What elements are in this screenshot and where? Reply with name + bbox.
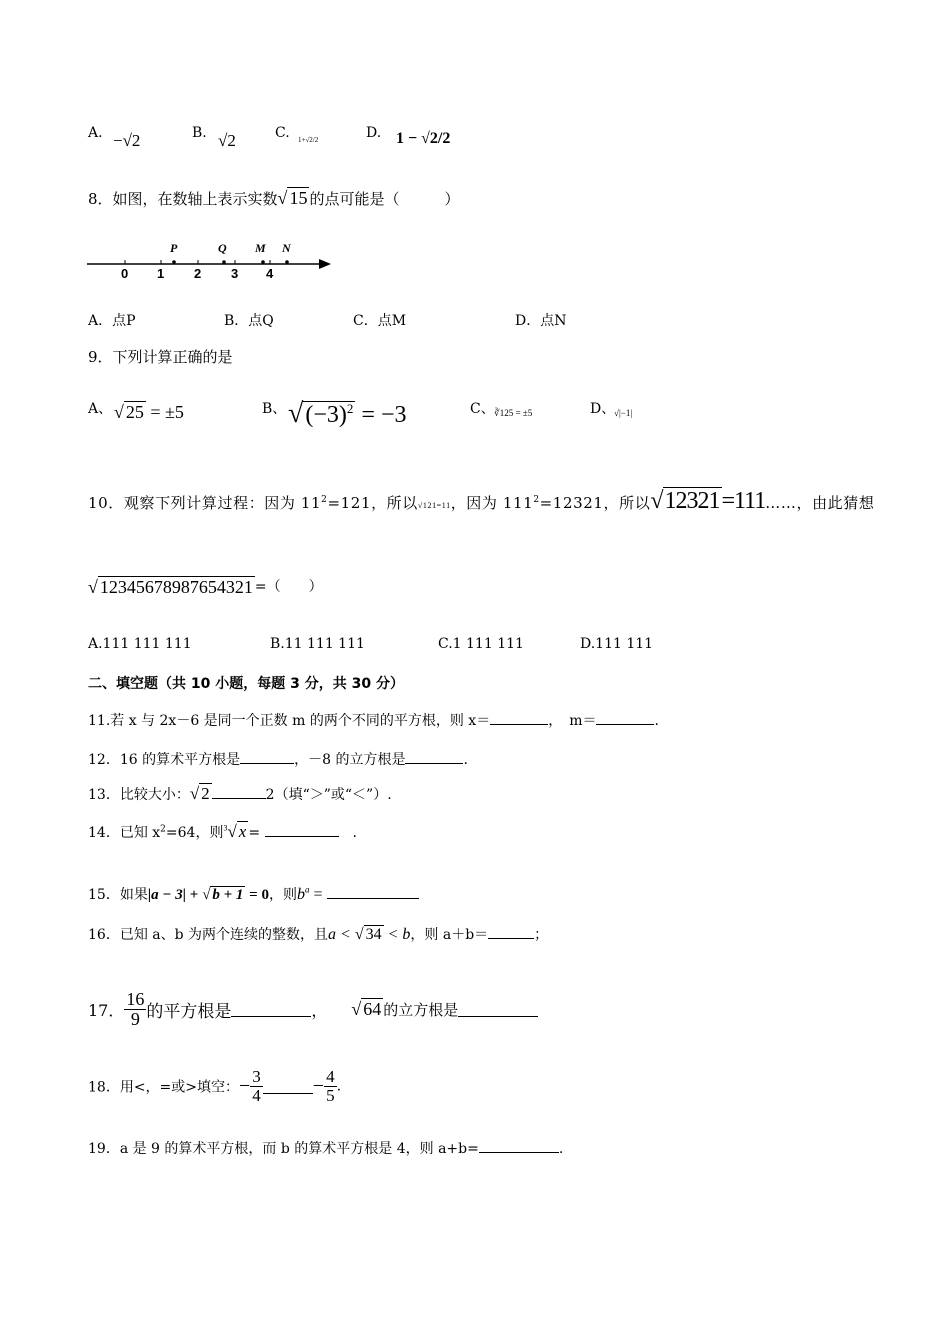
q10-stem-e: ……，由此猜想	[765, 494, 875, 512]
q12-text-b: ，－8 的立方根是	[294, 752, 406, 768]
q17	[88, 990, 538, 1029]
q10-big-rhs: =111	[721, 488, 766, 514]
q7-option-c-expr: 1+√2/2	[298, 136, 319, 144]
q14-index: 3	[223, 823, 228, 833]
q12-blank-1[interactable]	[240, 749, 294, 764]
q18-num-2: 4	[326, 1067, 335, 1086]
q13	[88, 784, 392, 804]
q10-option-c: C.1 111 111	[438, 636, 524, 652]
q10-guess-radicand: 12345678987654321	[99, 577, 253, 597]
point-p-dot	[172, 260, 176, 264]
q18-blank[interactable]	[263, 1079, 313, 1094]
q11-blank-m[interactable]	[596, 710, 654, 725]
q11-text-a: 11.若 x 与 2x－6 是同一个正数 m 的两个不同的平方根，则 x＝	[88, 713, 491, 729]
q14-text-d: .	[352, 825, 357, 841]
q11-text-b: ， m＝	[548, 713, 597, 729]
q14-text-a: 14．已知 x	[88, 825, 161, 841]
q9-option-b-expr: $√(-3)^2 = -3$	[288, 398, 407, 429]
q12	[88, 749, 468, 769]
q9-option-c-expr: ∛125 = ±5	[494, 408, 533, 418]
q13-sqrt2: √ 2	[189, 784, 210, 803]
q15-text-a: 15．如果	[88, 887, 148, 903]
q9-a-radicand: 25	[125, 402, 144, 422]
q10-guess-post: =（ ）	[254, 579, 323, 595]
q15-eq: =	[309, 886, 323, 903]
q8-stem-post: 的点可能是（ ）	[309, 190, 460, 208]
q13-text-a: 13．比较大小：	[88, 787, 190, 803]
q16-rhs: < b	[387, 926, 411, 943]
q10-option-a: A.111 111 111	[88, 636, 192, 652]
q18-text-a: 18．用<，=或>填空：	[88, 1079, 240, 1096]
q16-text-c: ；	[534, 927, 549, 943]
point-n-dot	[285, 260, 289, 264]
q15-blank[interactable]	[327, 884, 419, 899]
q7-option-a-expr: −√2	[113, 131, 141, 150]
q14-radicand: x	[238, 822, 247, 841]
q10-small-expr: √121=11	[417, 501, 451, 510]
tick-label-4: 4	[266, 266, 274, 281]
q14-sup: 2	[160, 824, 166, 835]
q18-fraction-1	[250, 1068, 263, 1105]
q16	[88, 924, 548, 944]
q18-den-2: 5	[326, 1085, 335, 1105]
q17-radicand: 64	[363, 998, 382, 1019]
q9-option-b-label: B、	[262, 401, 287, 417]
q18-sign-1: −	[239, 1074, 251, 1097]
q15-text-b: ，则	[268, 887, 297, 903]
q9-b-rhs: = −3	[361, 402, 407, 428]
q7-option-d-label: D.	[366, 125, 382, 141]
tick-label-0: 0	[121, 266, 129, 281]
q13-radicand: 2	[201, 784, 210, 803]
q14	[88, 822, 357, 842]
q8-option-a: A．点P	[88, 313, 136, 329]
q13-blank[interactable]	[212, 784, 266, 799]
q9-a-rhs: = ±5	[150, 402, 184, 422]
point-n-label: N	[282, 241, 291, 255]
q7-option-b-label: B.	[192, 125, 207, 141]
q9-option-a-label: A、	[88, 401, 113, 417]
point-p-label: P	[170, 241, 178, 255]
q7-option-b-expr: √2	[218, 131, 236, 150]
q9-option-d-label: D、	[590, 401, 616, 417]
q18-sign-2: −	[312, 1074, 325, 1097]
q13-text-b: 2（填“＞”或“＜”）.	[265, 787, 392, 803]
q17-label: 17．	[88, 1000, 125, 1020]
q15-power	[297, 886, 323, 903]
q15-rhs: = 0	[249, 887, 269, 903]
q10-guess-sqrt: √ 12345678987654321	[88, 577, 253, 597]
q7-option-d-expr: 1 − √2/2	[396, 130, 451, 147]
tick-label-1: 1	[157, 266, 165, 281]
q10-option-d: D.111 111	[580, 636, 654, 652]
q10-stem-c: ，因为 111	[450, 494, 534, 512]
q10-stem-a: 10．观察下列计算过程：因为 11	[88, 494, 322, 512]
q18-end: .	[336, 1078, 342, 1095]
tick-label-2: 2	[194, 266, 202, 281]
q16-text-b: ，则 a＋b＝	[410, 927, 489, 943]
q8-number-line	[85, 238, 335, 283]
q8-stem-pre: 8．如图，在数轴上表示实数	[88, 190, 278, 208]
q8-option-d: D．点N	[515, 313, 567, 329]
q17-text-b: 的立方根是	[383, 1000, 459, 1019]
q17-blank-1[interactable]	[231, 1002, 311, 1017]
q17-fraction	[124, 990, 146, 1029]
q14-text-c: =	[248, 825, 261, 841]
q10-stem-a-sup: 2	[321, 495, 328, 505]
q16-blank[interactable]	[488, 924, 534, 939]
q19	[88, 1138, 563, 1158]
q17-sqrt64: √ 64	[351, 998, 382, 1019]
q15-base: b	[296, 886, 305, 903]
q16-lhs: a <	[328, 926, 351, 943]
q18-den-1: 4	[252, 1085, 261, 1105]
q19-text-a: 19．a 是 9 的算术平方根，而 b 的算术平方根是 4，则 a+b=	[88, 1141, 479, 1157]
q14-cbrt-x: $^3$√ x	[223, 822, 247, 841]
point-q-dot	[222, 260, 226, 264]
q16-text-a: 16．已知 a、b 为两个连续的整数，且	[88, 927, 329, 943]
q15-exp: a	[304, 884, 310, 895]
q11-text-c: .	[654, 713, 659, 729]
q17-den: 9	[130, 1008, 140, 1029]
q14-text-b: =64，则	[165, 825, 224, 841]
q10-stem-b: =121，所以	[327, 494, 418, 512]
section-2-title: 二、填空题（共 10 小题，每题 3 分，共 30 分）	[88, 676, 404, 692]
q10-guess	[88, 576, 323, 598]
q19-text-b: .	[558, 1141, 564, 1157]
q8-radicand: 15	[289, 188, 308, 208]
q15-abs-expr: a − 3	[151, 887, 183, 903]
q11	[88, 710, 659, 730]
q10-stem-d: =12321，所以	[539, 494, 651, 512]
q12-blank-2[interactable]	[405, 749, 463, 764]
q11-blank-x[interactable]	[490, 710, 548, 725]
q15	[88, 884, 419, 904]
q10-stem-c-sup: 2	[533, 495, 540, 505]
number-line-arrow	[319, 259, 331, 269]
q9-option-c-label: C、	[470, 401, 495, 417]
point-m-label: M	[255, 241, 266, 255]
q8-option-c: C．点M	[353, 313, 407, 329]
q7-option-a-label: A.	[88, 125, 103, 141]
q14-blank[interactable]	[265, 822, 339, 837]
q15-equation: |a − 3| + √ b + 1 = 0	[147, 887, 269, 903]
q10-option-b: B.11 111 111	[270, 636, 365, 652]
q18-fraction-2	[324, 1068, 337, 1105]
q9-b-exp: 2	[346, 401, 354, 416]
q9-option-a-expr: √ 25 = ±5	[114, 402, 184, 422]
q16-inequality: a < √ 34 < b	[328, 926, 411, 943]
q8-stem	[88, 188, 459, 209]
q12-text-c: .	[463, 752, 468, 768]
q10-big-radicand: 12321	[664, 488, 720, 514]
q10-stem	[88, 488, 874, 515]
q17-text-a: 的平方根是	[146, 1001, 232, 1022]
point-q-label: Q	[218, 241, 227, 255]
q15-radicand: b + 1	[212, 887, 244, 903]
q19-blank[interactable]	[479, 1138, 559, 1153]
q8-option-b: B．点Q	[224, 313, 274, 329]
q16-radicand: 34	[365, 926, 382, 943]
q17-num: 16	[126, 989, 145, 1009]
q18-num-1: 3	[252, 1067, 261, 1086]
q15-plus: +	[189, 887, 199, 903]
q12-text-a: 12．16 的算术平方根是	[88, 752, 241, 768]
q7-option-c-label: C.	[275, 125, 290, 141]
q10-big-expr: √12321=111	[650, 488, 766, 514]
q9-stem: 9．下列计算正确的是	[88, 348, 233, 366]
q9-b-radicand: (−3)	[305, 402, 347, 428]
q9-option-d-expr: √|−1|	[614, 408, 633, 418]
q17-blank-2[interactable]	[458, 1002, 538, 1017]
q17-comma: ，	[311, 1000, 320, 1020]
point-m-dot	[261, 260, 265, 264]
q18	[88, 1068, 341, 1105]
tick-label-3: 3	[231, 266, 239, 281]
q8-sqrt15: √ 15	[277, 188, 308, 208]
